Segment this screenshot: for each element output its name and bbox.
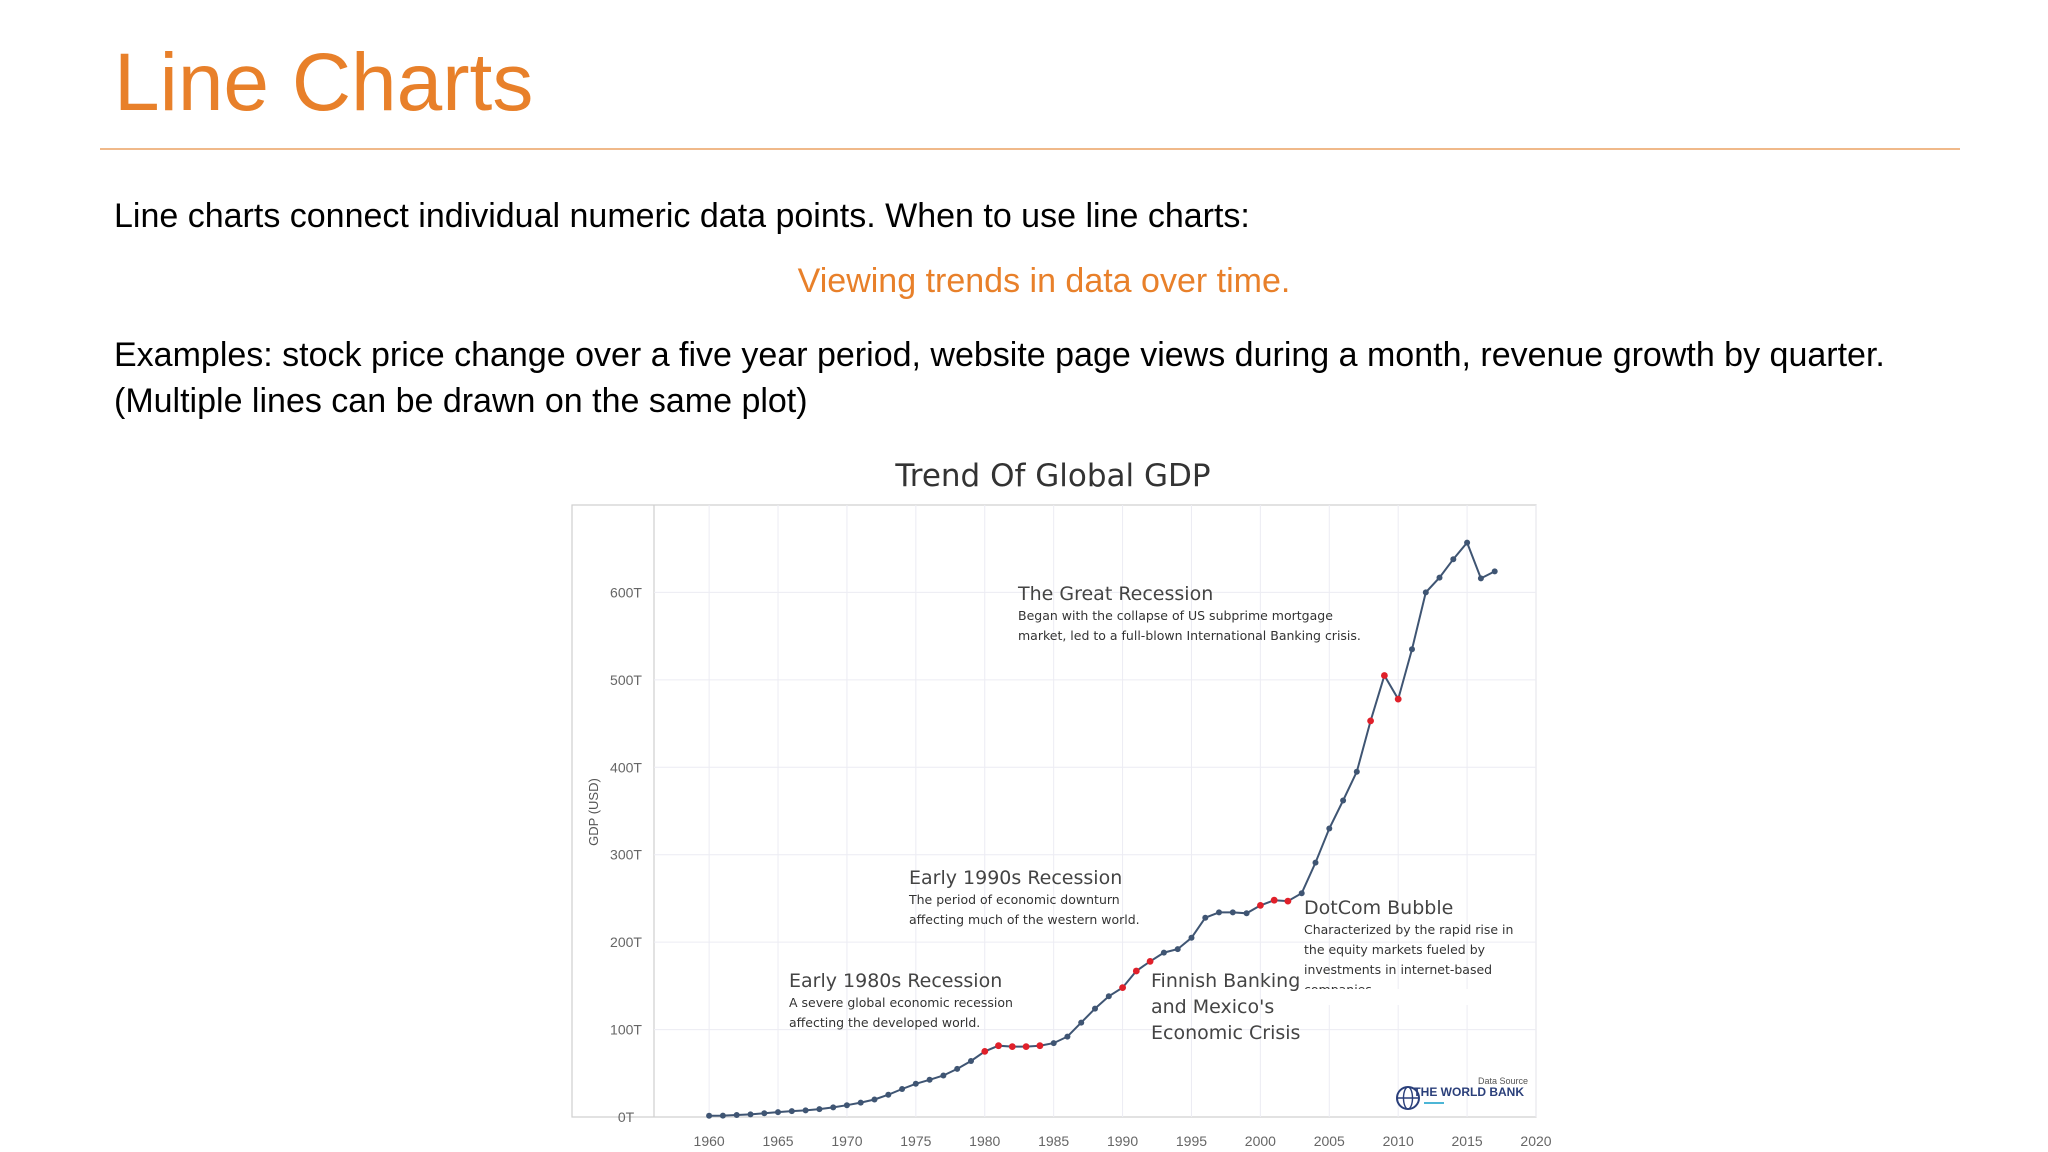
x-tick-label: 2020 bbox=[1520, 1133, 1552, 1149]
recession-data-point bbox=[1367, 718, 1374, 725]
recession-data-point bbox=[1285, 898, 1292, 905]
annotation-line: and Mexico's bbox=[1151, 996, 1275, 1018]
data-source-name: THE WORLD BANK bbox=[1413, 1085, 1524, 1099]
data-point bbox=[1175, 946, 1181, 952]
data-point bbox=[830, 1104, 836, 1110]
annotation-line: the equity markets fueled by bbox=[1304, 942, 1486, 957]
y-tick-label: 0T bbox=[617, 1109, 635, 1125]
data-point bbox=[858, 1100, 864, 1106]
data-point bbox=[968, 1058, 974, 1064]
x-tick-label: 1980 bbox=[969, 1133, 1001, 1149]
x-tick-label: 1995 bbox=[1175, 1133, 1208, 1149]
data-source-logo bbox=[1397, 1076, 1528, 1109]
data-point bbox=[1161, 950, 1167, 956]
data-point bbox=[940, 1073, 946, 1079]
data-point bbox=[1464, 540, 1470, 546]
data-point bbox=[1051, 1040, 1057, 1046]
data-point bbox=[803, 1107, 809, 1113]
annotation-line: Finnish Banking bbox=[1151, 970, 1301, 992]
data-point bbox=[1244, 910, 1250, 916]
gdp-chart bbox=[568, 452, 1560, 1152]
recession-data-point bbox=[1023, 1043, 1030, 1050]
recession-data-point bbox=[1381, 672, 1388, 679]
x-tick-label: 1965 bbox=[762, 1133, 794, 1149]
annotation-line: affecting the developed world. bbox=[789, 1015, 981, 1030]
recession-data-point bbox=[1395, 696, 1402, 703]
annotation-line: Began with the collapse of US subprime mortgage bbox=[1018, 608, 1333, 623]
annotation-dotcom-bubble bbox=[1302, 897, 1513, 1005]
data-point bbox=[1189, 935, 1195, 941]
annotation-line: market, led to a full-blown International Banking crisis. bbox=[1018, 628, 1361, 643]
data-point bbox=[1106, 993, 1112, 999]
x-tick-label: 2010 bbox=[1382, 1133, 1414, 1149]
x-tick-label: 1990 bbox=[1106, 1133, 1139, 1149]
data-point bbox=[954, 1066, 960, 1072]
y-tick-label: 300T bbox=[610, 846, 642, 863]
data-point bbox=[1492, 568, 1498, 574]
x-tick-label: 2000 bbox=[1244, 1133, 1276, 1149]
data-point bbox=[844, 1102, 850, 1108]
gdp-series-points bbox=[706, 540, 1498, 1119]
recession-data-point bbox=[1133, 968, 1140, 975]
data-point bbox=[748, 1111, 754, 1117]
highlight-text: Viewing trends in data over time. bbox=[797, 262, 1291, 300]
recession-data-point bbox=[1147, 958, 1154, 965]
data-point bbox=[706, 1113, 712, 1119]
annotation-line: affecting much of the western world. bbox=[909, 912, 1140, 927]
data-point bbox=[1078, 1020, 1084, 1026]
annotation-title: Early 1980s Recession bbox=[789, 970, 1003, 992]
recession-data-point bbox=[1119, 984, 1126, 991]
x-tick-label: 2015 bbox=[1451, 1133, 1483, 1149]
recession-data-point bbox=[981, 1048, 988, 1055]
title-divider bbox=[100, 148, 1960, 150]
x-tick-label: 1985 bbox=[1038, 1133, 1070, 1149]
data-point bbox=[872, 1097, 878, 1103]
data-point bbox=[1409, 646, 1415, 652]
annotation-title: Early 1990s Recession bbox=[909, 867, 1123, 889]
y-tick-label: 100T bbox=[610, 1021, 642, 1038]
data-point bbox=[816, 1106, 822, 1112]
data-point bbox=[734, 1112, 740, 1118]
data-point bbox=[1064, 1034, 1070, 1040]
annotation-line: The period of economic downturn bbox=[909, 892, 1120, 907]
y-tick-label: 600T bbox=[610, 584, 642, 601]
data-point bbox=[913, 1081, 919, 1087]
annotation-clip bbox=[1302, 989, 1492, 1005]
logo-underline bbox=[1424, 1102, 1444, 1104]
data-point bbox=[1313, 860, 1319, 866]
annotation-finnish-banking-crisis bbox=[1151, 970, 1300, 1044]
y-tick-label: 500T bbox=[610, 671, 642, 688]
annotation-line: Economic Crisis bbox=[1151, 1022, 1301, 1044]
recession-data-point bbox=[1037, 1042, 1044, 1049]
data-point bbox=[1340, 798, 1346, 804]
recession-data-point bbox=[995, 1042, 1002, 1049]
data-source-caption: Data Source bbox=[1477, 1076, 1528, 1086]
data-point bbox=[1299, 890, 1305, 896]
x-tick-label: 1975 bbox=[900, 1133, 932, 1149]
recession-data-point bbox=[1257, 902, 1264, 909]
recession-data-point bbox=[1009, 1043, 1016, 1050]
y-axis-label: GDP (USD) bbox=[586, 778, 601, 846]
annotation-early-1980s-recession bbox=[789, 970, 1013, 1030]
x-tick-label: 1970 bbox=[831, 1133, 863, 1149]
data-point bbox=[927, 1077, 933, 1083]
data-point bbox=[1478, 575, 1484, 581]
data-point bbox=[789, 1108, 795, 1114]
data-point bbox=[720, 1113, 726, 1119]
y-tick-label: 400T bbox=[610, 759, 642, 776]
x-tick-label: 2005 bbox=[1313, 1133, 1345, 1149]
annotation-early-1990s-recession bbox=[908, 867, 1140, 927]
annotation-title: DotCom Bubble bbox=[1304, 897, 1454, 919]
data-point bbox=[761, 1110, 767, 1116]
chart-title: Trend Of Global GDP bbox=[895, 458, 1211, 494]
data-point bbox=[1092, 1006, 1098, 1012]
data-point bbox=[899, 1086, 905, 1092]
y-tick-label: 200T bbox=[610, 934, 642, 951]
data-point bbox=[775, 1109, 781, 1115]
data-point bbox=[1354, 769, 1360, 775]
x-ticks bbox=[694, 1133, 1552, 1149]
gdp-chart-svg bbox=[568, 452, 1560, 1152]
x-tick-label: 1960 bbox=[693, 1133, 725, 1149]
recession-data-point bbox=[1271, 897, 1278, 904]
intro-text: Line charts connect individual numeric data points. When to use line charts: bbox=[114, 197, 1250, 235]
data-point bbox=[1326, 826, 1332, 832]
y-ticks bbox=[610, 584, 642, 1125]
annotation-line: A severe global economic recession bbox=[789, 995, 1013, 1010]
annotation-line: Characterized by the rapid rise in bbox=[1304, 922, 1514, 937]
data-point bbox=[1216, 909, 1222, 915]
data-point bbox=[1450, 556, 1456, 562]
slide-title: Line Charts bbox=[114, 37, 534, 128]
data-point bbox=[885, 1092, 891, 1098]
data-point bbox=[1437, 575, 1443, 581]
annotation-title: The Great Recession bbox=[1018, 583, 1214, 605]
examples-text: Examples: stock price change over a five year period, website page views during a month, revenue growth by quarter. (Multiple lines can be drawn on the same plot) bbox=[114, 336, 1885, 420]
data-point bbox=[1423, 589, 1429, 595]
data-point bbox=[1202, 915, 1208, 921]
annotation-line: investments in internet-based bbox=[1304, 962, 1493, 977]
data-point bbox=[1230, 909, 1236, 915]
